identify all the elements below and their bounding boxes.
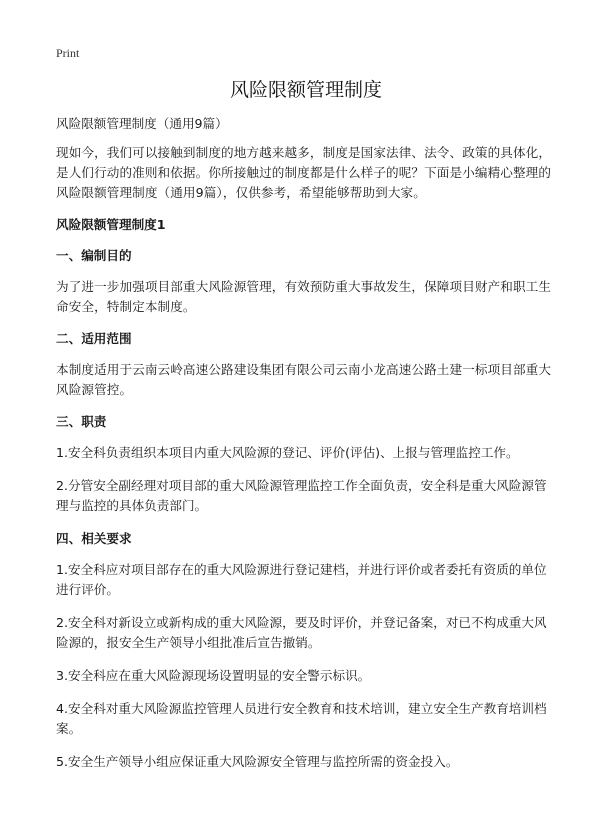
section-heading-scope: 二、适用范围 [56,331,132,346]
list-item: 1.安全科负责组织本项目内重大风险源的登记、评价(评估)、上报与管理监控工作。 [56,445,519,460]
list-item: 3.安全科应在重大风险源现场设置明显的安全警示标识。 [56,668,371,683]
print-label[interactable]: Print [56,46,80,60]
part-heading: 风险限额管理制度1 [56,217,166,232]
list-item: 1.安全科应对项目部存在的重大风险源进行登记建档，并进行评价或者委托有资质的单位进行评价。 [56,562,547,597]
section-heading-purpose: 一、编制目的 [56,248,132,263]
list-item: 2.安全科对新设立或新构成的重大风险源，要及时评价，并登记备案，对已不构成重大风险源的，报安全生产领导小组批准后宣告撤销。 [56,615,547,650]
list-item: 2.分管安全副经理对项目部的重大风险源管理监控工作全面负责，安全科是重大风险源管理与监控的具体负责部门。 [56,478,547,513]
list-item: 4.安全科对重大风险源监控管理人员进行安全教育和技术培训，建立安全生产教育培训档案。 [56,701,547,736]
intro-paragraph: 现如今，我们可以接触到制度的地方越来越多，制度是国家法律、法令、政策的具体化，是人们行动的准则和依据。你所接触过的制度都是什么样子的呢？下面是小编精心整理的风险限额管理制度（通用9篇），仅供参考，希望能够帮助到大家。 [56,145,552,200]
section-paragraph: 本制度适用于云南云岭高速公路建设集团有限公司云南小龙高速公路土建一标项目部重大风险源管控。 [56,362,552,397]
section-heading-duties: 三、职责 [56,414,107,429]
list-item: 5.安全生产领导小组应保证重大风险源安全管理与监控所需的资金投入。 [56,754,459,769]
section-heading-requirements: 四、相关要求 [56,531,132,546]
document-subtitle: 风险限额管理制度（通用9篇） [56,116,228,131]
section-paragraph: 为了进一步加强项目部重大风险源管理，有效预防重大事故发生，保障项目财产和职工生命安全，特制定本制度。 [56,279,552,314]
page-title: 风险限额管理制度 [229,79,382,101]
